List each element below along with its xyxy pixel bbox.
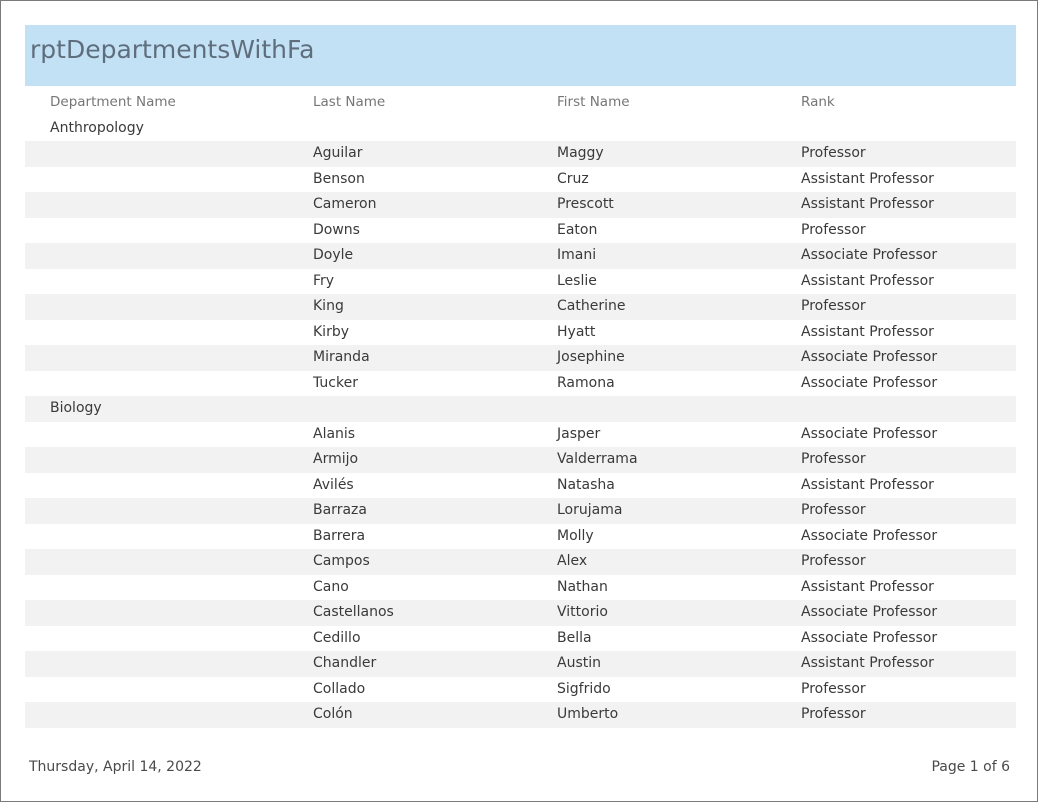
rank-cell: Associate Professor <box>801 247 938 263</box>
footer-date: Thursday, April 14, 2022 <box>29 759 202 775</box>
table-row <box>25 447 1016 473</box>
rank-cell: Associate Professor <box>801 425 938 442</box>
report-title-band <box>25 25 1016 86</box>
table-row <box>25 524 1016 550</box>
first-name-cell: Molly <box>557 527 594 544</box>
last-name-cell: Kirby <box>313 323 349 340</box>
last-name-cell: Barraza <box>313 502 367 518</box>
last-name-cell: Campos <box>313 553 370 569</box>
rank-cell: Professor <box>801 221 866 238</box>
footer-page-number: Page 1 of 6 <box>931 759 1010 775</box>
rank-cell: Professor <box>801 553 866 569</box>
table-row <box>25 192 1016 218</box>
last-name-cell: King <box>313 298 344 314</box>
rank-cell: Assistant Professor <box>801 476 934 493</box>
last-name-cell: Cano <box>313 578 349 595</box>
first-name-cell: Leslie <box>557 272 597 289</box>
rank-cell: Associate Professor <box>801 527 938 544</box>
table-row <box>25 269 1016 295</box>
first-name-cell: Maggy <box>557 145 604 161</box>
rank-cell: Professor <box>801 451 866 467</box>
table-row <box>25 651 1016 677</box>
first-name-cell: Austin <box>557 655 601 671</box>
last-name-cell: Chandler <box>313 655 377 671</box>
last-name-cell: Castellanos <box>313 604 394 620</box>
last-name-cell: Colón <box>313 706 353 722</box>
first-name-cell: Catherine <box>557 298 626 314</box>
first-name-cell: Prescott <box>557 196 614 212</box>
rank-cell: Assistant Professor <box>801 578 934 595</box>
group-header-row <box>25 396 1016 422</box>
column-header-rank: Rank <box>801 94 835 110</box>
rank-cell: Professor <box>801 145 866 161</box>
last-name-cell: Armijo <box>313 451 359 467</box>
table-row <box>25 218 1016 244</box>
first-name-cell: Valderrama <box>557 451 638 467</box>
last-name-cell: Avilés <box>313 476 354 493</box>
rank-cell: Associate Professor <box>801 374 938 391</box>
first-name-cell: Cruz <box>557 170 589 187</box>
rank-cell: Associate Professor <box>801 349 938 365</box>
rank-cell: Assistant Professor <box>801 655 934 671</box>
first-name-cell: Hyatt <box>557 323 596 340</box>
rank-cell: Assistant Professor <box>801 323 934 340</box>
table-row <box>25 626 1016 652</box>
rank-cell: Associate Professor <box>801 604 938 620</box>
rank-cell: Assistant Professor <box>801 170 934 187</box>
rank-cell: Professor <box>801 298 866 314</box>
group-header-row <box>25 116 1016 142</box>
first-name-cell: Nathan <box>557 578 608 595</box>
rank-cell: Professor <box>801 680 866 697</box>
last-name-cell: Miranda <box>313 349 370 365</box>
rank-cell: Professor <box>801 706 866 722</box>
column-header-row <box>25 90 1016 116</box>
table-row <box>25 167 1016 193</box>
last-name-cell: Collado <box>313 680 366 697</box>
first-name-cell: Alex <box>557 553 588 569</box>
last-name-cell: Cedillo <box>313 629 361 646</box>
last-name-cell: Alanis <box>313 425 356 442</box>
rank-cell: Assistant Professor <box>801 272 934 289</box>
table-row <box>25 371 1016 397</box>
table-row <box>25 702 1016 728</box>
column-header-first-name: First Name <box>557 94 630 110</box>
table-row <box>25 549 1016 575</box>
table-row <box>25 600 1016 626</box>
first-name-cell: Umberto <box>557 706 619 722</box>
first-name-cell: Natasha <box>557 476 615 493</box>
last-name-cell: Cameron <box>313 196 377 212</box>
table-row <box>25 473 1016 499</box>
table-row <box>25 345 1016 371</box>
rank-cell: Professor <box>801 502 866 518</box>
table-row <box>25 294 1016 320</box>
last-name-cell: Aguilar <box>313 145 363 161</box>
first-name-cell: Ramona <box>557 374 615 391</box>
first-name-cell: Vittorio <box>557 604 608 620</box>
last-name-cell: Downs <box>313 221 360 238</box>
department-name: Anthropology <box>50 119 144 136</box>
column-header-department: Department Name <box>50 94 176 110</box>
last-name-cell: Barrera <box>313 527 366 544</box>
last-name-cell: Fry <box>313 272 335 289</box>
first-name-cell: Jasper <box>557 425 601 442</box>
table-row <box>25 320 1016 346</box>
last-name-cell: Tucker <box>313 374 358 391</box>
first-name-cell: Lorujama <box>557 502 623 518</box>
table-row <box>25 498 1016 524</box>
first-name-cell: Eaton <box>557 221 598 238</box>
first-name-cell: Bella <box>557 629 592 646</box>
first-name-cell: Sigfrido <box>557 680 611 697</box>
last-name-cell: Doyle <box>313 247 354 263</box>
table-row <box>25 422 1016 448</box>
table-row <box>25 243 1016 269</box>
column-header-last-name: Last Name <box>313 94 386 110</box>
table-row <box>25 677 1016 703</box>
department-name: Biology <box>50 400 102 416</box>
last-name-cell: Benson <box>313 170 365 187</box>
rank-cell: Associate Professor <box>801 629 938 646</box>
report-title: rptDepartmentsWithFa <box>30 35 315 64</box>
first-name-cell: Imani <box>557 247 597 263</box>
table-row <box>25 575 1016 601</box>
rank-cell: Assistant Professor <box>801 196 934 212</box>
first-name-cell: Josephine <box>557 349 625 365</box>
table-row <box>25 141 1016 167</box>
